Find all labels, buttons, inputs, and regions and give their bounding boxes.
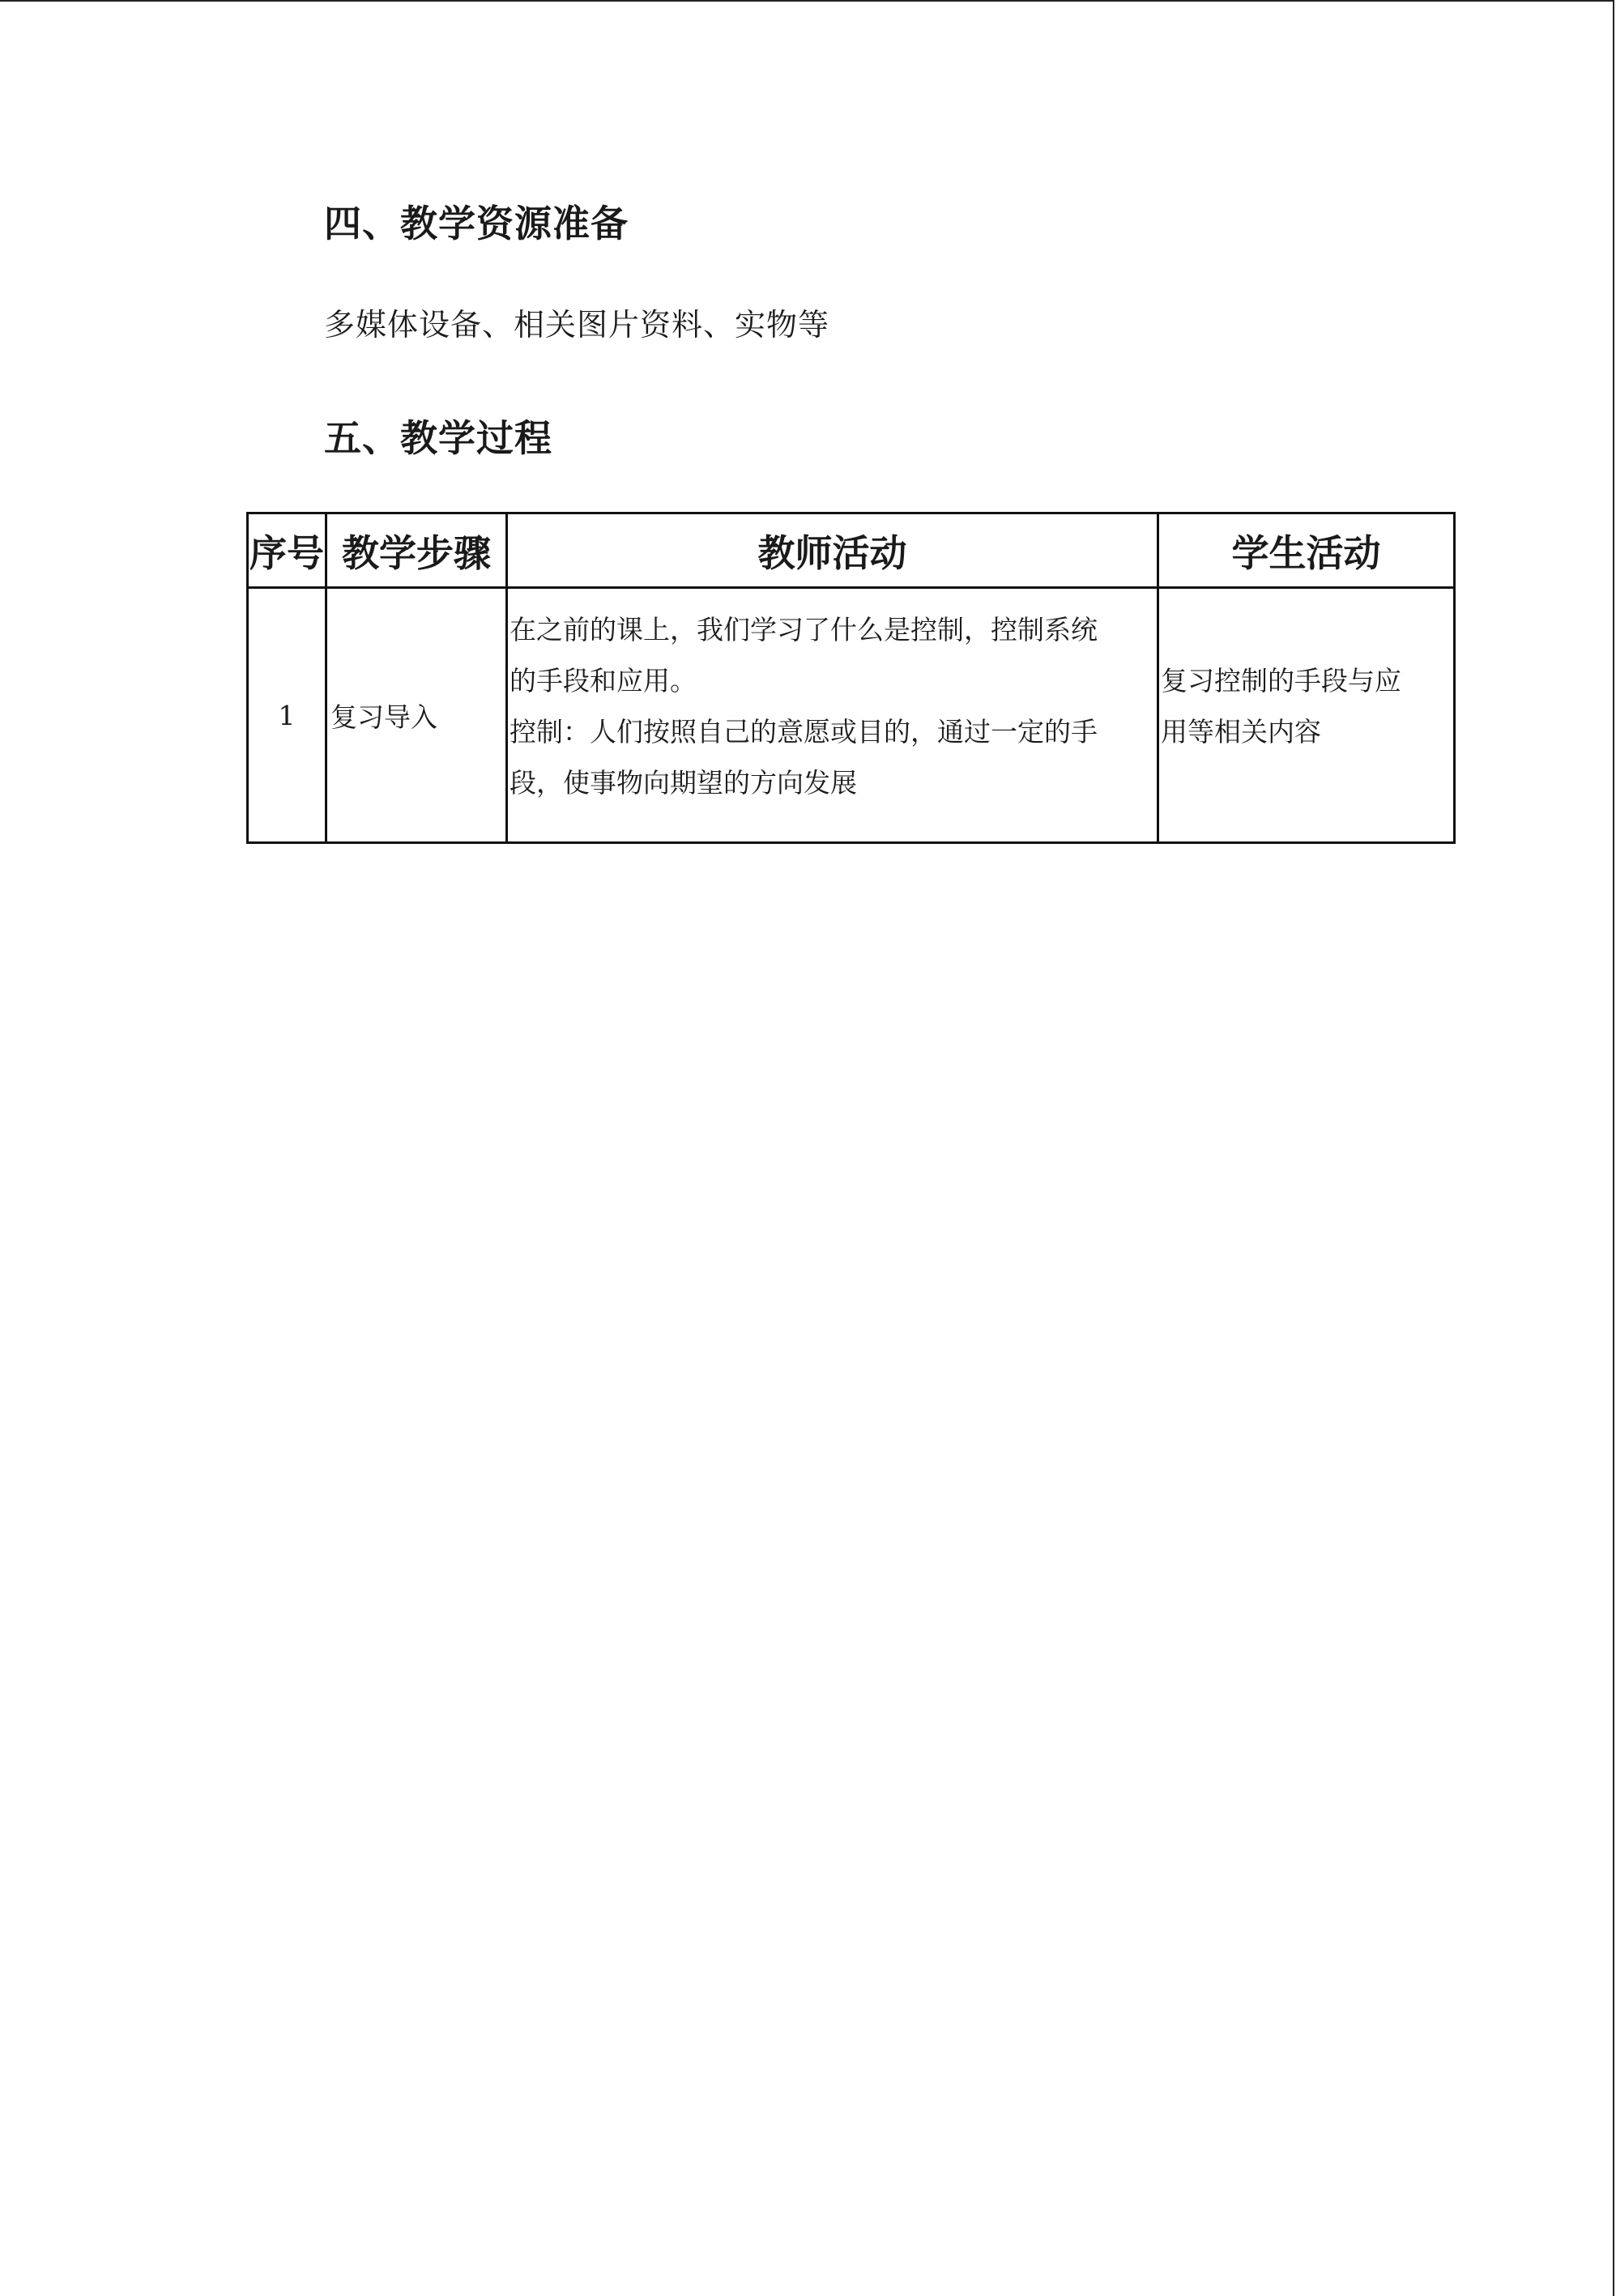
header-teacher-activity: 教师活动 [507, 513, 1158, 588]
header-no: 序号 [248, 513, 326, 588]
teacher-line: 控制：人们按照自己的意愿或目的，通过一定的手 [510, 716, 1098, 748]
teacher-line: 的手段和应用。 [510, 665, 697, 696]
section-heading-process: 五、教学过程 [324, 416, 552, 460]
row-no: 1 [248, 588, 326, 843]
student-line: 用等相关内容 [1161, 716, 1321, 748]
table-row [248, 588, 1455, 843]
section-heading-resources: 四、教学资源准备 [324, 202, 629, 245]
teaching-process-table [246, 512, 1456, 844]
row-student-activity [1158, 588, 1455, 843]
student-line: 复习控制的手段与应 [1161, 665, 1401, 696]
header-step: 教学步骤 [326, 513, 507, 588]
teacher-line: 段，使事物向期望的方向发展 [510, 767, 857, 799]
resources-text: 多媒体设备、相关图片资料、实物等 [324, 307, 830, 343]
row-teacher-activity [507, 588, 1158, 843]
teacher-line: 在之前的课上，我们学习了什么是控制，控制系统 [510, 614, 1098, 645]
row-step: 复习导入 [326, 588, 507, 843]
table-header-row [248, 513, 1455, 588]
header-student-activity: 学生活动 [1158, 513, 1455, 588]
